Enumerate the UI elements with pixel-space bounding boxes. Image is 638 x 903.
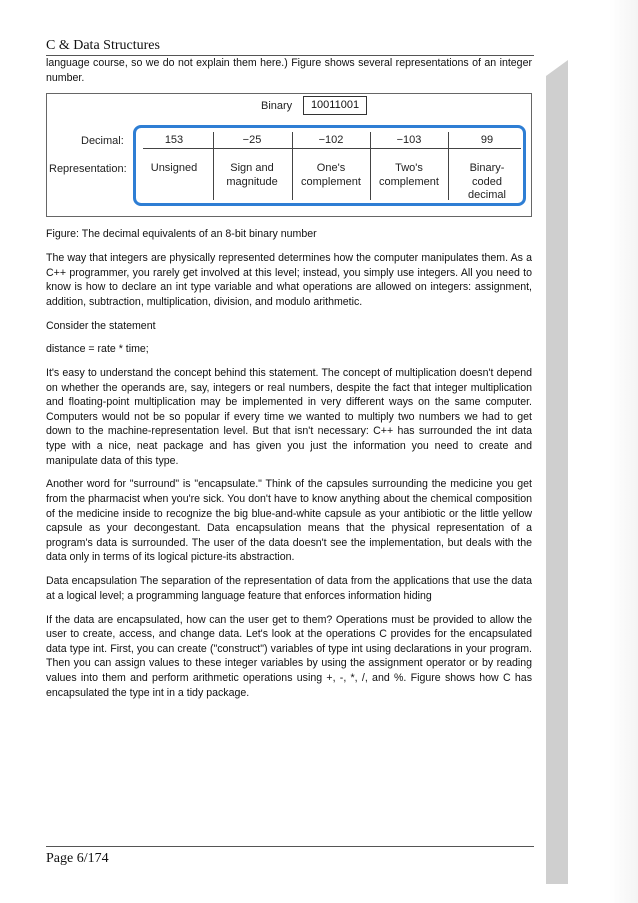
page-content [46,56,532,709]
decimal-cell: 153 [164,134,184,147]
representation-cell: Sign and magnitude [226,162,278,188]
figure-divider [370,132,371,200]
footer-rule [46,846,534,847]
figure-divider [448,132,449,200]
binary-label: Binary [261,100,293,113]
decimal-label: Decimal: [81,135,124,148]
intro-paragraph: language course, so we do not explain them here.) Figure shows several representations of an integer number. [46,57,532,84]
body-paragraph: Consider the statement [46,319,156,332]
figure-divider-horizontal [143,148,521,149]
body-paragraph: It's easy to understand the concept behind this statement. The concept of multiplication doesn't depend on whether the operands are, say, integers or real numbers, despite the fact that integer multiplication and floating-point multiplication may be implemented in very different ways on the same computer. Computers would not be so popular if every time we wanted to multiply two numbers we had to get down to the machine-representation level. But that isn't necessary: C++ has surrounded the int data type with a nice, neat package and has given you just the information you need to create and manipulate data of this type. [46,367,532,467]
body-paragraph: The way that integers are physically represented determines how the computer manipulates them. As a C++ programmer, you rarely get involved at this level; instead, you simply use integers. All you need to know is how to declare an int type variable and what operations are allowed on integers: assignment, addition, subtraction, multiplication, division, and modulo arithmetic. [46,251,532,308]
figure-divider [213,132,214,200]
definition-paragraph: Data encapsulation The separation of the representation of data from the applications that use the data at a logical level; a programming language feature that enforces information hiding [46,575,532,602]
representation-cell: Unsigned [150,162,198,175]
body-paragraph: If the data are encapsulated, how can the user get to them? Operations must be provided to allow the user to create, access, and change data. Let's look at the operations C provides for the encapsulated data type int. First, you can create ("construct") variables of type int using declarations in your program. Then you can assign values to these integer variables by using the assignment operator or by reading values into them and perform arithmetic operations using +, -, *, /, and %. Figure shows how C has encapsulated the type int in a tidy package. [46,613,532,699]
page-shadow-cap [546,60,568,76]
binary-value-box: 10011001 [303,96,367,115]
decimal-cell: 99 [480,134,494,147]
decimal-cell: −25 [242,134,262,147]
page-shadow [546,76,568,884]
representation-label: Representation: [49,163,127,176]
body-paragraph: Another word for "surround" is "encapsulate." Think of the capsules surrounding the medicine you get from the pharmacist when you're sick. You don't have to know anything about the chemical composition of the medicine inside to recognize the big blue-and-white capsule as your antibiotic or the little yellow capsule as your decongestant. Data encapsulation means that the physical representation of a program's data is surrounded. The user of the data doesn't see the implementation, but deals with the data only in terms of its logical picture-its abstraction. [46,478,532,564]
representation-cell: One's complement [301,162,361,188]
representation-cell: Binary-coded decimal [468,162,506,202]
decimal-cell: −103 [396,134,422,147]
code-statement: distance = rate * time; [46,343,149,356]
representation-cell: Two's complement [379,162,439,188]
figure-caption: Figure: The decimal equivalents of an 8-bit binary number [46,228,317,241]
binary-representation-figure [46,93,532,217]
page-header: C & Data Structures [46,38,534,56]
page-number: Page 6/174 [46,851,109,866]
figure-divider [292,132,293,200]
decimal-cell: −102 [318,134,344,147]
